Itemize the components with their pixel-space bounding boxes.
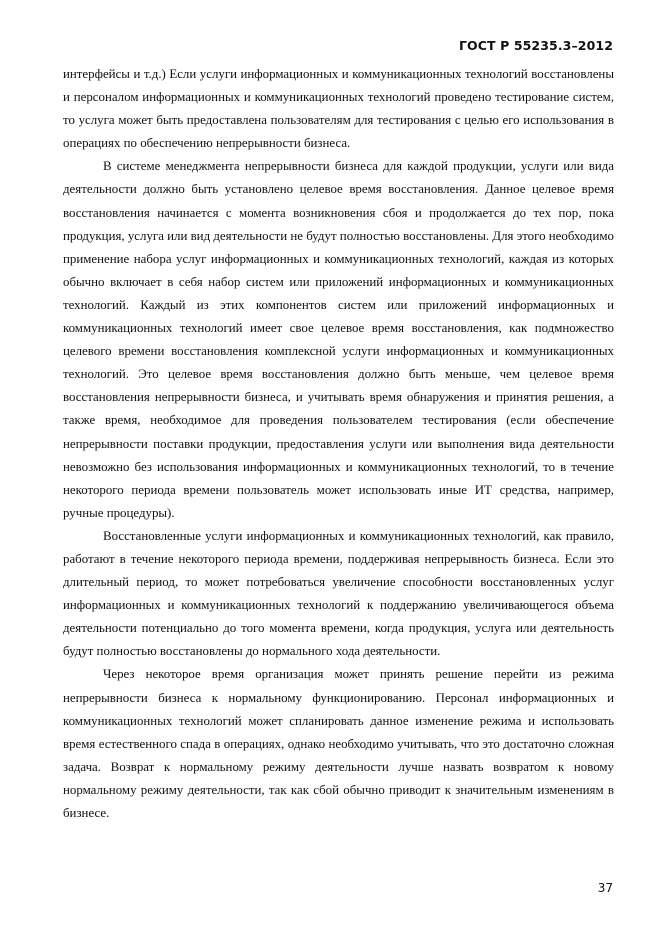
paragraph-continuation: интерфейсы и т.д.) Если услуги информационных и коммуникационных технологий восстановлены и персоналом информационных и коммуникационных технологий проведено тестирование систем, то услуга может быть предоставлена пользователям для тестирования с целью его использования в операциях по обеспечению непрерывности бизнеса. — [63, 67, 614, 151]
document-code-header: ГОСТ Р 55235.3–2012 — [458, 38, 613, 53]
page-body — [63, 63, 614, 825]
paragraph-return-to-normal: Через некоторое время организация может принять решение перейти из режима непрерывности бизнеса к нормальному функционированию. Персонал информационных и коммуникационных технологий может спланировать данное изменение режима и использовать время естественного спада в операциях, однако необходимо учитывать, что это достаточно сложная задача. Возврат к нормальному режиму деятельности лучше назвать возвратом к новому нормальному режиму деятельности, так как сбой обычно приводит к значительным изменениям в бизнесе. — [63, 667, 614, 820]
page-number: 37 — [597, 881, 613, 895]
paragraph-restored-services: Восстановленные услуги информационных и коммуникационных технологий, как правило, работают в течение некоторого периода времени, поддерживая непрерывность бизнеса. Если это длительный период, то может потребоваться увеличение способности восстановленных услуг информационных и коммуникационных технологий к поддержанию увеличивающегося объема деятельности потенциально до того момента времени, когда продукция, услуга или деятельность будут полностью восстановлены до нормального хода деятельности. — [63, 528, 614, 659]
paragraph-recovery-time-objective: В системе менеджмента непрерывности бизнеса для каждой продукции, услуги или вида деятельности должно быть установлено целевое время восстановления. Данное целевое время восстановления начинается с момента возникновения сбоя и продолжается до тех пор, пока продукция, услуга или вид деятельности не будут полностью восстановлены. Для этого необходимо применение набора услуг информационных и коммуникационных технологий, каждая из которых обычно включает в себя набор систем или приложений информационных и коммуникационных технологий. Каждый из этих компонентов систем или приложений информационных и коммуникационных технологий имеет свое целевое время восстановления, как подмножество целевого времени восстановления комплексной услуги информационных и коммуникационных технологий. Это целевое время восстановления должно быть меньше, чем целевое время восстановления непрерывности бизнеса, и учитывать время обнаружения и принятия решения, а также время, необходимое для проведения пользователем тестирования (если обеспечение непрерывности поставки продукции, предоставления услуги или выполнения вида деятельности невозможно без использования информационных и коммуникационных технологий, то в течение некоторого периода времени пользователь может использовать иные ИТ средства, например, ручные процедуры). — [63, 159, 614, 520]
